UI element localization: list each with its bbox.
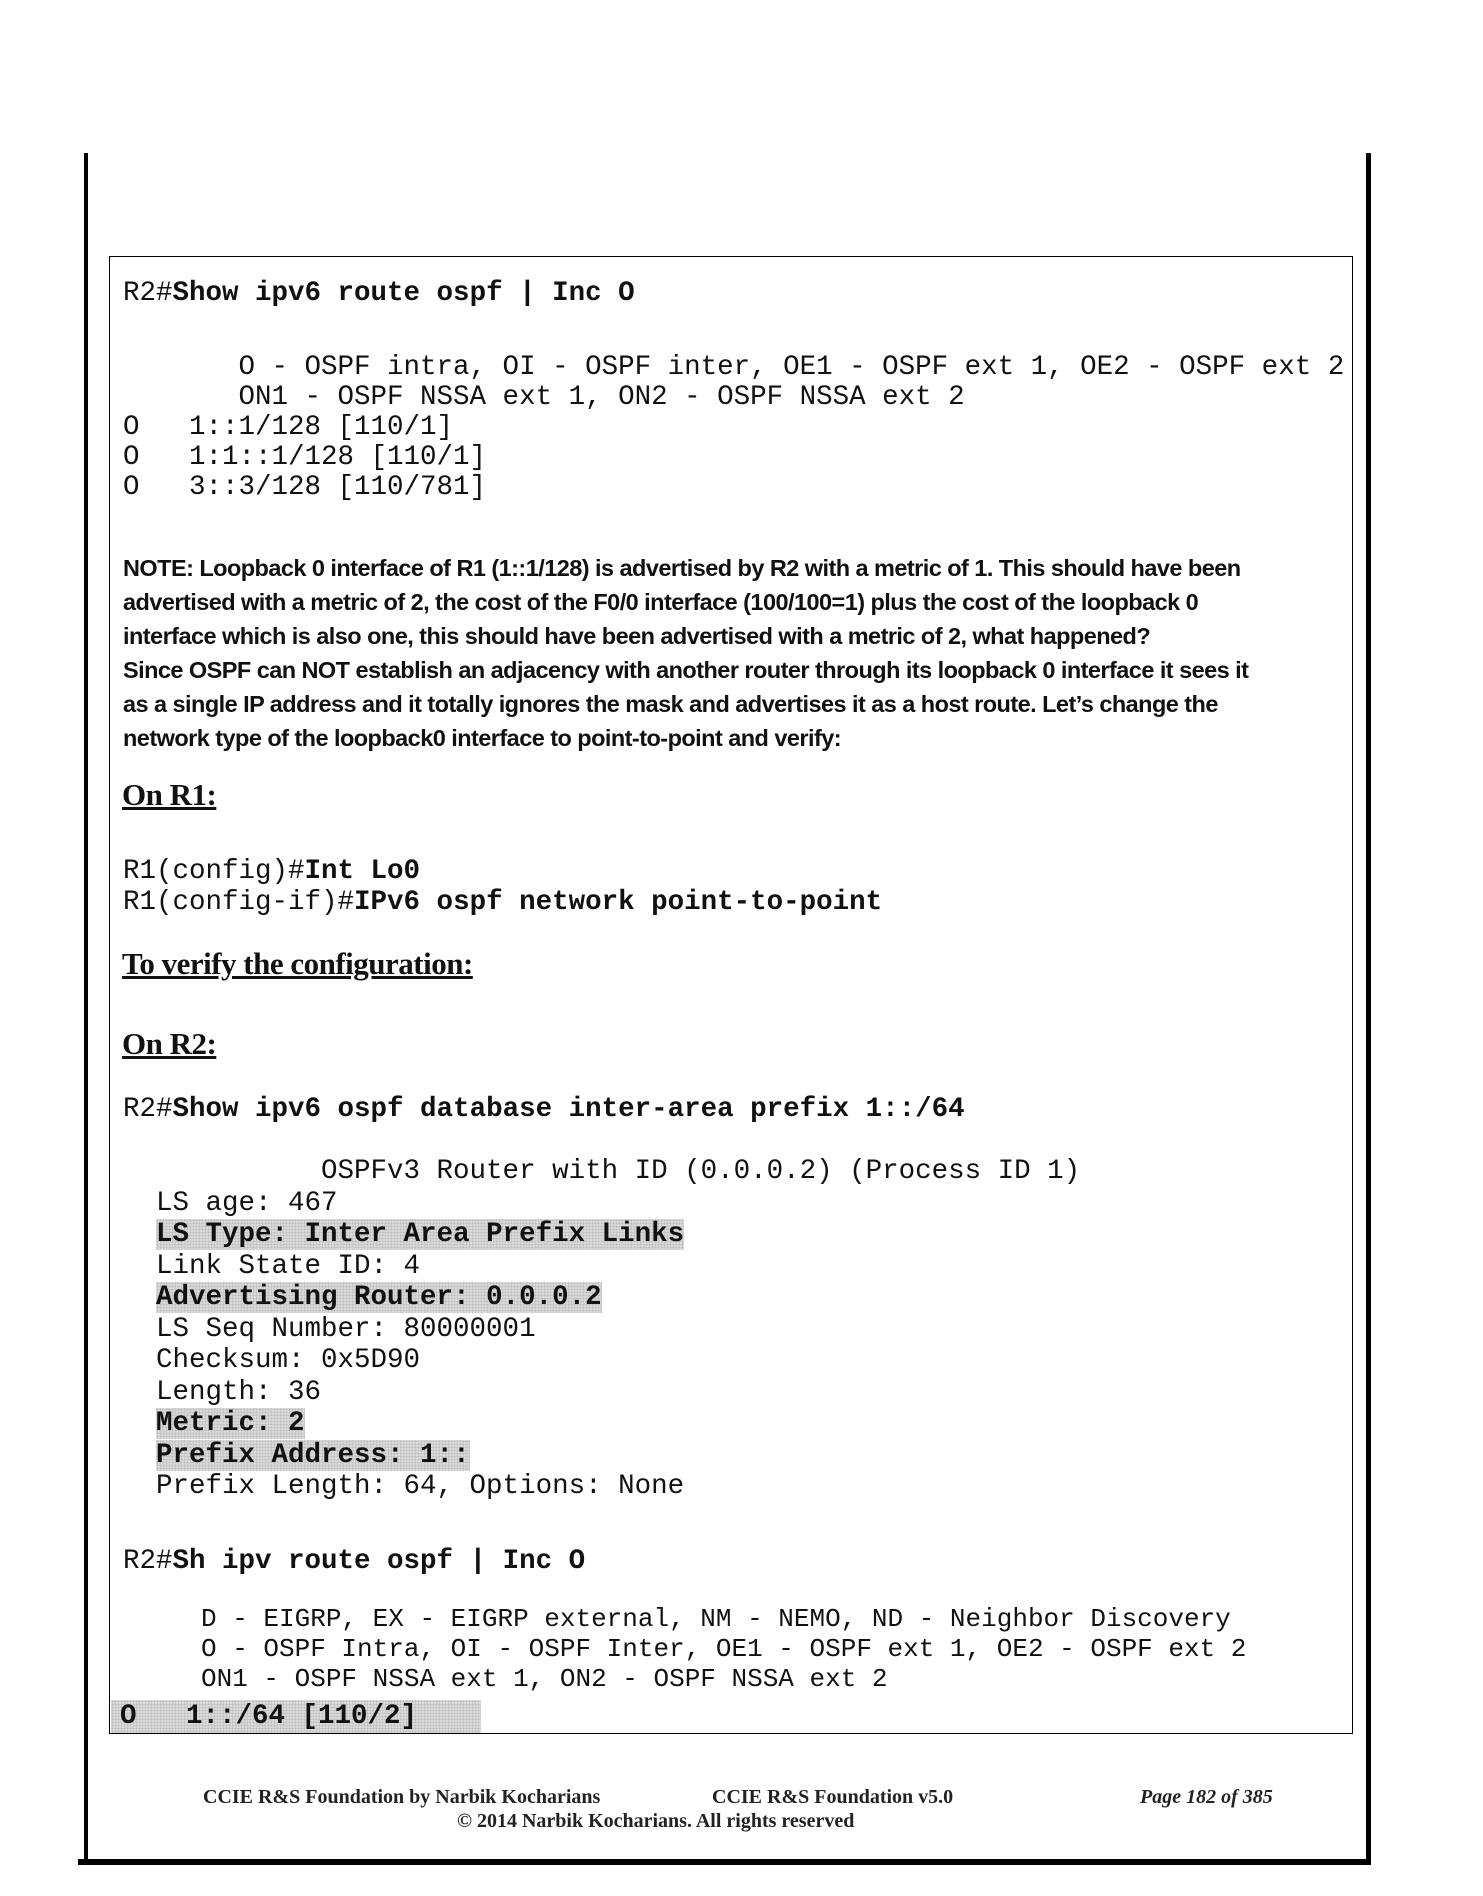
length-line: Length: 36 bbox=[123, 1376, 322, 1408]
note-line: NOTE: Loopback 0 interface of R1 (1::1/128) is advertised by R2 with a metric of 1. This should have been bbox=[123, 555, 1241, 581]
legend-line: ON1 - OSPF NSSA ext 1, ON2 - OSPF NSSA ext 2 bbox=[123, 1664, 888, 1694]
legend-line: ON1 - OSPF NSSA ext 1, ON2 - OSPF NSSA ext 2 bbox=[123, 382, 965, 413]
legend-line: O - OSPF Intra, OI - OSPF Inter, OE1 - OSPF ext 1, OE2 - OSPF ext 2 bbox=[123, 1634, 1247, 1664]
command-line-show-ipv6-route bbox=[123, 278, 635, 309]
page-frame-left-border bbox=[84, 153, 88, 1863]
footer-version: CCIE R&S Foundation v5.0 bbox=[712, 1786, 954, 1808]
cli-command: IPv6 ospf network point-to-point bbox=[354, 887, 883, 918]
ospf-database-output bbox=[123, 1156, 1080, 1503]
result-route-entry: O 1::/64 [110/2] bbox=[120, 1701, 418, 1732]
note-line: as a single IP address and it totally ignores the mask and advertises it as a host route. Let’s change the bbox=[123, 691, 1218, 717]
metric-line bbox=[123, 1408, 1080, 1440]
section-heading-on-r1: On R1: bbox=[122, 777, 217, 812]
config-line bbox=[123, 887, 882, 918]
footer-page-number: Page 182 of 385 bbox=[1140, 1786, 1273, 1808]
advertising-router-line bbox=[123, 1282, 1080, 1314]
ls-type-highlight: LS Type: Inter Area Prefix Links bbox=[156, 1219, 685, 1250]
cli-prompt: R2# bbox=[123, 1094, 173, 1125]
checksum-line: Checksum: 0x5D90 bbox=[123, 1345, 421, 1376]
page-frame-right-border bbox=[1366, 153, 1371, 1865]
route-entry: O 1:1::1/128 [110/1] bbox=[123, 442, 487, 473]
cli-prompt: R1(config)# bbox=[123, 856, 305, 887]
route-entry: O 1::1/128 [110/1] bbox=[123, 412, 454, 443]
r1-config-block bbox=[123, 856, 882, 918]
ls-seq-line: LS Seq Number: 80000001 bbox=[123, 1313, 536, 1345]
prefix-address-highlight: Prefix Address: 1:: bbox=[156, 1439, 470, 1471]
route-code-legend bbox=[123, 353, 1344, 503]
cli-prompt: R2# bbox=[123, 278, 173, 309]
footer-book-title: CCIE R&S Foundation by Narbik Kocharians bbox=[203, 1786, 601, 1808]
ls-type-line bbox=[123, 1219, 1080, 1251]
note-line: interface which is also one, this should have been advertised with a metric of 2, what happened? bbox=[123, 623, 1151, 649]
legend-line: O - OSPF intra, OI - OSPF inter, OE1 - OSPF ext 1, OE2 - OSPF ext 2 bbox=[123, 352, 1345, 383]
section-heading-on-r2: On R2: bbox=[122, 1026, 217, 1061]
router-id-line: OSPFv3 Router with ID (0.0.0.2) (Process ID 1) bbox=[123, 1156, 1081, 1187]
note-line: network type of the loopback0 interface to point-to-point and verify: bbox=[123, 725, 842, 751]
note-line: Since OSPF can NOT establish an adjacency with another router through its loopback 0 interface it sees it bbox=[123, 657, 1249, 683]
page-frame-bottom-border bbox=[78, 1859, 1371, 1865]
note-line: advertised with a metric of 2, the cost of the F0/0 interface (100/100=1) plus the cost of the loopback 0 bbox=[123, 589, 1199, 615]
note-paragraph bbox=[123, 551, 1248, 755]
legend-line: D - EIGRP, EX - EIGRP external, NM - NEMO, ND - Neighbor Discovery bbox=[123, 1604, 1231, 1634]
cli-command: Show ipv6 ospf database inter-area prefix 1::/64 bbox=[172, 1094, 965, 1125]
cli-command: Sh ipv route ospf | Inc O bbox=[172, 1546, 586, 1577]
cli-command: Int Lo0 bbox=[304, 856, 421, 887]
prefix-length-line: Prefix Length: 64, Options: None bbox=[123, 1471, 685, 1502]
cli-prompt: R1(config-if)# bbox=[123, 887, 355, 918]
route-entry: O 3::3/128 [110/781] bbox=[123, 472, 487, 503]
route-code-legend-2 bbox=[123, 1604, 1246, 1694]
cli-prompt: R2# bbox=[123, 1546, 173, 1577]
link-state-id-line: Link State ID: 4 bbox=[123, 1250, 421, 1282]
command-line-sh-ipv-route bbox=[123, 1546, 585, 1577]
section-heading-verify: To verify the configuration: bbox=[122, 946, 473, 981]
cli-command: Show ipv6 route ospf | Inc O bbox=[172, 278, 635, 309]
metric-highlight: Metric: 2 bbox=[156, 1408, 305, 1439]
footer-copyright: © 2014 Narbik Kocharians. All rights reserved bbox=[457, 1810, 855, 1832]
config-line bbox=[123, 856, 882, 887]
prefix-address-line bbox=[123, 1440, 1080, 1472]
command-line-show-ospf-database bbox=[123, 1094, 965, 1125]
advertising-router-highlight: Advertising Router: 0.0.0.2 bbox=[156, 1282, 602, 1313]
ls-age-line: LS age: 467 bbox=[123, 1187, 338, 1219]
